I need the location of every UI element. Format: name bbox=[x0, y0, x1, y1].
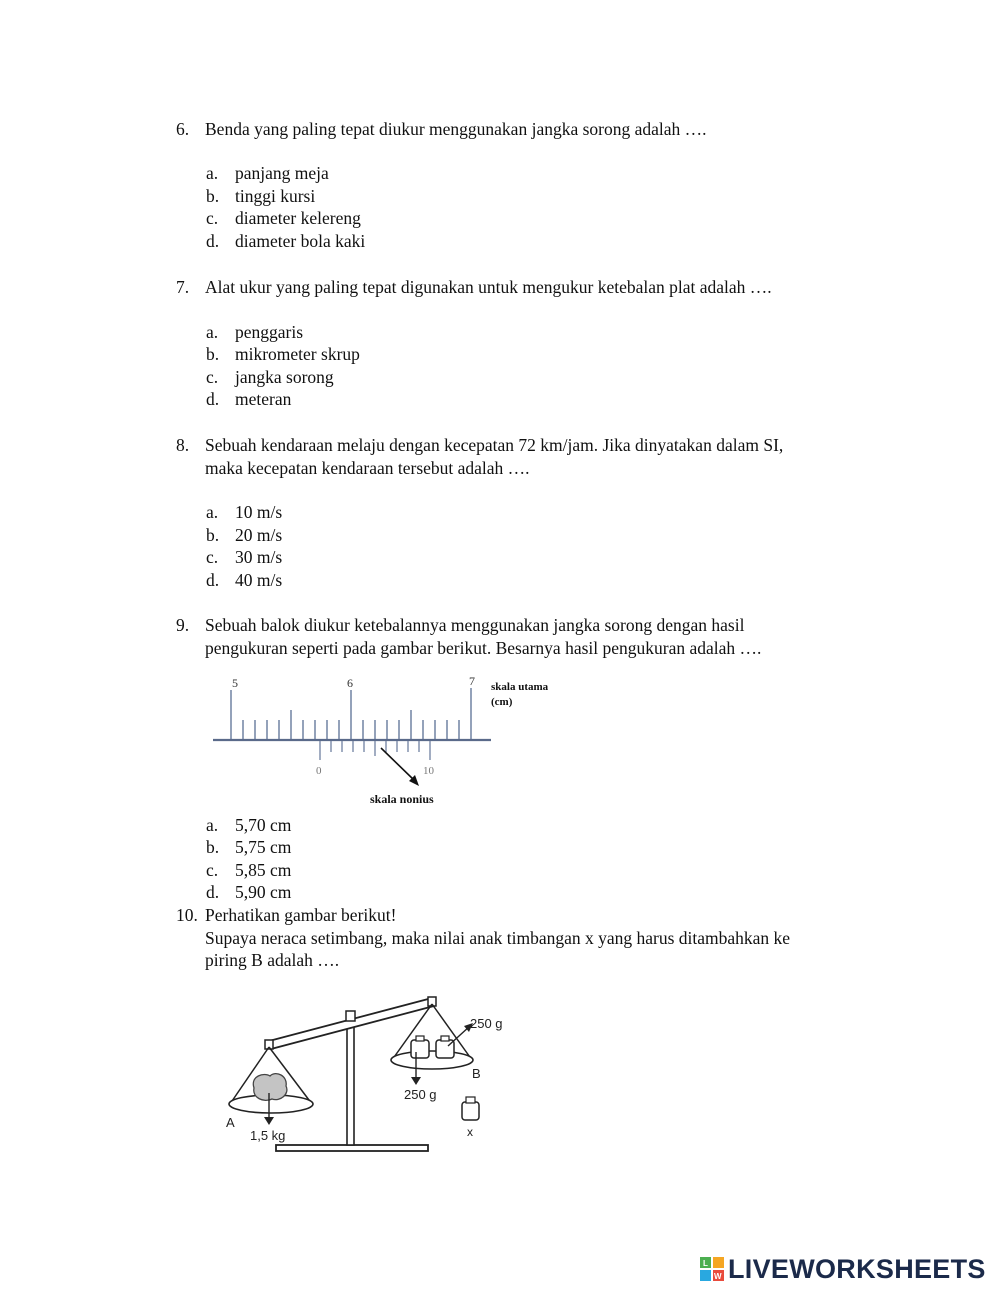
main-scale-label-5: 5 bbox=[232, 676, 238, 690]
main-scale-caption: skala utama bbox=[491, 681, 549, 693]
option-text[interactable]: jangka sorong bbox=[235, 367, 334, 387]
vernier-arrow-line bbox=[381, 748, 415, 781]
option-text[interactable]: 5,85 cm bbox=[235, 860, 292, 880]
main-scale-label-6: 6 bbox=[347, 676, 353, 690]
main-scale-label-7: 7 bbox=[469, 674, 475, 688]
option-text[interactable]: 5,90 cm bbox=[235, 882, 292, 902]
question-number: 8. bbox=[176, 435, 190, 455]
question-number: 10. bbox=[176, 905, 198, 925]
liveworksheets-logo[interactable] bbox=[700, 1254, 986, 1284]
vernier-caption: skala nonius bbox=[370, 792, 434, 806]
option-text[interactable]: diameter bola kaki bbox=[235, 231, 366, 251]
pan-b bbox=[391, 1051, 473, 1069]
question-text: maka kecepatan kendaraan tersebut adalah …. bbox=[205, 458, 530, 478]
vernier-label-0: 0 bbox=[316, 765, 322, 777]
rock-mass bbox=[253, 1074, 287, 1101]
vernier-scale-ticks bbox=[320, 741, 430, 760]
logo-icon bbox=[700, 1257, 724, 1281]
question-number: 7. bbox=[176, 277, 190, 297]
option-letter: b. bbox=[206, 525, 220, 545]
weight-250g-2-knob bbox=[441, 1036, 449, 1041]
weight-x-label: x bbox=[467, 1125, 473, 1139]
pan-a-mass-label: 1,5 kg bbox=[250, 1128, 286, 1143]
option-text[interactable]: penggaris bbox=[235, 322, 304, 342]
weight-250g-1-knob bbox=[416, 1036, 424, 1041]
question-number: 6. bbox=[176, 119, 190, 139]
question-text: Sebuah balok diukur ketebalannya menggunakan jangka sorong dengan hasil bbox=[205, 615, 745, 635]
question-text: Benda yang paling tepat diukur menggunakan jangka sorong adalah …. bbox=[205, 119, 707, 139]
balance-pivot bbox=[346, 1011, 355, 1021]
option-text[interactable]: 10 m/s bbox=[235, 502, 283, 522]
weight-top-label: 250 g bbox=[470, 1016, 503, 1031]
option-letter: a. bbox=[206, 163, 219, 183]
question-number: 9. bbox=[176, 615, 190, 635]
weight-250g-1 bbox=[411, 1040, 429, 1058]
question-text: piring B adalah …. bbox=[205, 950, 340, 970]
option-letter: c. bbox=[206, 860, 219, 880]
balance-stand bbox=[347, 1017, 354, 1145]
option-text[interactable]: diameter kelereng bbox=[235, 208, 361, 228]
main-scale-unit: (cm) bbox=[491, 696, 513, 708]
question-text: Sebuah kendaraan melaju dengan kecepatan 72 km/jam. Jika dinyatakan dalam SI, bbox=[205, 435, 784, 455]
option-text[interactable]: 20 m/s bbox=[235, 525, 283, 545]
option-letter: a. bbox=[206, 815, 219, 835]
option-text[interactable]: panjang meja bbox=[235, 163, 329, 183]
option-letter: a. bbox=[206, 322, 219, 342]
option-text[interactable]: mikrometer skrup bbox=[235, 344, 360, 364]
option-text[interactable]: tinggi kursi bbox=[235, 186, 316, 206]
option-letter: a. bbox=[206, 502, 219, 522]
pan-a-label: A bbox=[226, 1115, 235, 1130]
logo-letter-w: W bbox=[714, 1272, 722, 1281]
logo-square-blue bbox=[700, 1270, 711, 1281]
pan-a-arrow-head bbox=[264, 1117, 274, 1125]
option-letter: d. bbox=[206, 570, 220, 590]
logo-letter-l: L bbox=[703, 1259, 708, 1268]
pan-b-label: B bbox=[472, 1066, 481, 1081]
weight-x-knob bbox=[466, 1097, 475, 1103]
question-text: Alat ukur yang paling tepat digunakan untuk mengukur ketebalan plat adalah …. bbox=[205, 277, 772, 297]
balance-scale-figure bbox=[220, 990, 530, 1160]
weight-x bbox=[462, 1102, 479, 1120]
option-text[interactable]: 5,70 cm bbox=[235, 815, 292, 835]
question-text: Perhatikan gambar berikut! bbox=[205, 905, 397, 925]
option-letter: b. bbox=[206, 344, 220, 364]
option-text[interactable]: 5,75 cm bbox=[235, 837, 292, 857]
option-text[interactable]: 40 m/s bbox=[235, 570, 283, 590]
question-text: pengukuran seperti pada gambar berikut. Besarnya hasil pengukuran adalah …. bbox=[205, 638, 762, 658]
option-letter: c. bbox=[206, 367, 219, 387]
option-letter: c. bbox=[206, 547, 219, 567]
option-letter: b. bbox=[206, 837, 220, 857]
option-text[interactable]: meteran bbox=[235, 389, 292, 409]
option-letter: c. bbox=[206, 208, 219, 228]
option-letter: d. bbox=[206, 231, 220, 251]
option-letter: d. bbox=[206, 389, 220, 409]
question-text: Supaya neraca setimbang, maka nilai anak timbangan x yang harus ditambahkan ke bbox=[205, 928, 791, 948]
logo-text: LIVEWORKSHEETS bbox=[728, 1253, 986, 1284]
option-letter: d. bbox=[206, 882, 220, 902]
option-letter: b. bbox=[206, 186, 220, 206]
weight-mid-arrow-head bbox=[411, 1077, 421, 1085]
balance-base bbox=[276, 1145, 428, 1151]
main-scale-ticks bbox=[231, 688, 471, 739]
option-text[interactable]: 30 m/s bbox=[235, 547, 283, 567]
logo-square-orange bbox=[713, 1257, 724, 1268]
weight-mid-label: 250 g bbox=[404, 1087, 437, 1102]
vernier-caliper-figure bbox=[205, 668, 575, 813]
vernier-label-10: 10 bbox=[423, 765, 434, 777]
